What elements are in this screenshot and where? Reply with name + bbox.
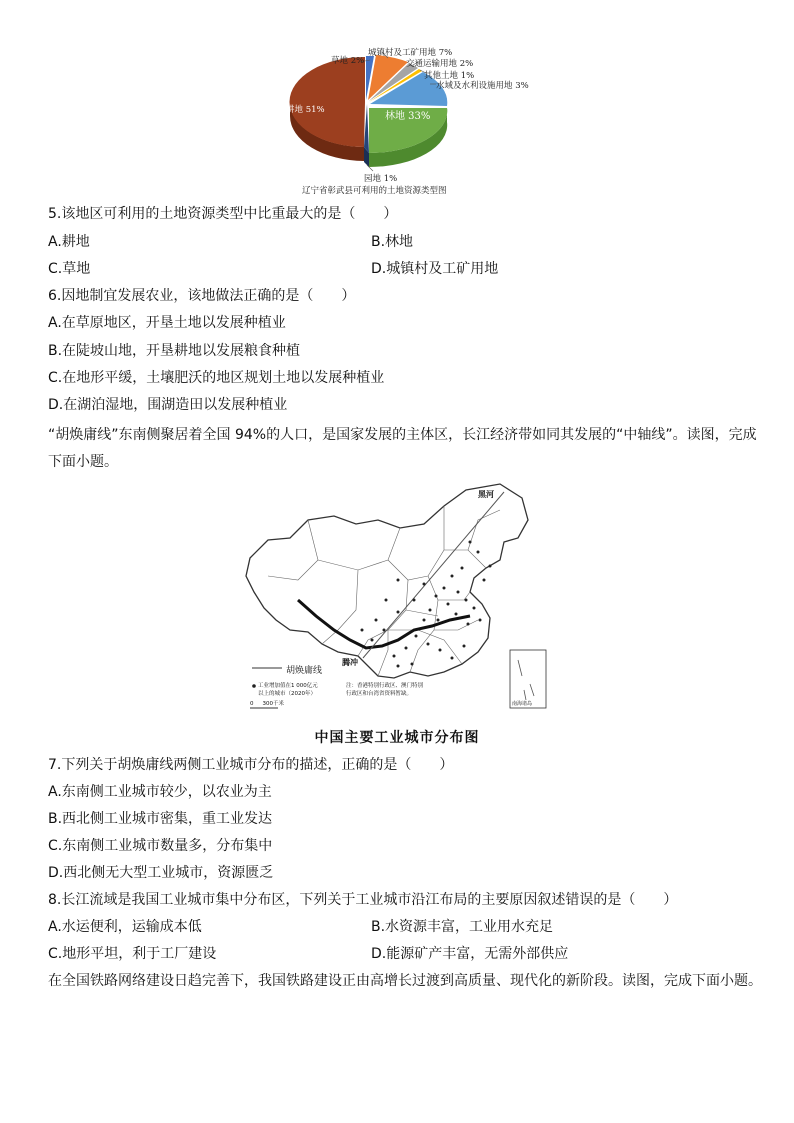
q6-stem: 6.因地制宜发展农业，该地做法正确的是（ ） [48, 288, 356, 304]
q6-option-d[interactable]: D.在湖泊湿地，围湖造田以发展种植业 [48, 397, 288, 413]
pie-label-chengzhen: 城镇村及工矿用地 7% [368, 48, 453, 58]
q5-stem: 5.该地区可利用的土地资源类型中比重最大的是（ ） [48, 206, 398, 222]
q8-option-a[interactable]: A.水运便利，运输成本低 [48, 919, 202, 935]
map-inset-label: 南海诸岛 [512, 701, 533, 707]
map-legend-dot-1: 工业增加值在1 000亿元 [258, 683, 318, 689]
map-note-2: 行政区和台湾省资料暂缺。 [346, 691, 413, 697]
q6-option-a[interactable]: A.在草原地区，开垦土地以发展种植业 [48, 315, 286, 331]
passage-railway: 在全国铁路网络建设日趋完善下，我国铁路建设正由高增长过渡到高质量、现代化的新阶段。读图，完成下面小题。 [48, 973, 762, 989]
map-title: 中国主要工业城市分布图 [314, 730, 480, 746]
pie-label-jiaotong: 交通运输用地 2% [406, 59, 474, 69]
q5-option-c[interactable]: C.草地 [48, 261, 91, 277]
pie-label-qita: 其他土地 1% [424, 71, 475, 81]
map-legend-dot-2: 以上的城市（2020年） [258, 691, 316, 697]
map-scale: 0 300千米 [250, 701, 284, 707]
map-label-tengchong: 腾冲 [342, 658, 358, 667]
q8-stem: 8.长江流域是我国工业城市集中分布区，下列关于工业城市沿江布局的主要原因叙述错误的是（ ） [48, 892, 678, 908]
pie-caption: 辽宁省彰武县可利用的土地资源类型图 [302, 186, 447, 196]
pie-label-shuiyu: 水域及水利设施用地 3% [436, 81, 529, 91]
q5-option-d[interactable]: D.城镇村及工矿用地 [371, 261, 499, 277]
map-note-1: 注：香港特别行政区、澳门特别 [346, 683, 424, 689]
q6-option-c[interactable]: C.在地形平缓，土壤肥沃的地区规划土地以发展种植业 [48, 370, 385, 386]
hu-line [363, 492, 504, 658]
q7-option-b[interactable]: B.西北侧工业城市密集，重工业发达 [48, 811, 273, 827]
q7-stem: 7.下列关于胡焕庸线两侧工业城市分布的描述，正确的是（ ） [48, 757, 454, 773]
industrial-city-dots [361, 541, 492, 668]
map-legend-hu-line: 胡焕庸线 [286, 666, 323, 676]
passage-hu-line: “胡焕庸线”东南侧聚居着全国 94%的人口，是国家发展的主体区，长江经济带如同其发展的“中轴线”。读图，完成下面小题。 [48, 427, 757, 470]
map-label-heihe: 黑河 [478, 490, 494, 499]
q7-option-a[interactable]: A.东南侧工业城市较少，以农业为主 [48, 784, 272, 800]
yangtze-river [298, 600, 470, 648]
pie-label-caodi: 草地 2% [331, 56, 365, 66]
pie-label-gengdi: 耕地 51% [286, 105, 325, 115]
q8-option-c[interactable]: C.地形平坦，利于工厂建设 [48, 946, 217, 962]
q5-option-a[interactable]: A.耕地 [48, 234, 90, 250]
pie-label-yuandi: 园地 1% [364, 174, 398, 184]
q7-option-c[interactable]: C.东南侧工业城市数量多，分布集中 [48, 838, 273, 854]
q6-option-b[interactable]: B.在陡坡山地，开垦耕地以发展粮食种植 [48, 343, 301, 359]
q5-option-b[interactable]: B.林地 [371, 234, 414, 250]
q8-option-d[interactable]: D.能源矿产丰富，无需外部供应 [371, 946, 569, 962]
pie-label-lindi: 林地 33% [385, 111, 431, 122]
q7-option-d[interactable]: D.西北侧无大型工业城市，资源匮乏 [48, 865, 274, 881]
q8-option-b[interactable]: B.水资源丰富，工业用水充足 [371, 919, 554, 935]
legend-dot-sample [252, 684, 256, 688]
province-boundaries [268, 506, 500, 676]
